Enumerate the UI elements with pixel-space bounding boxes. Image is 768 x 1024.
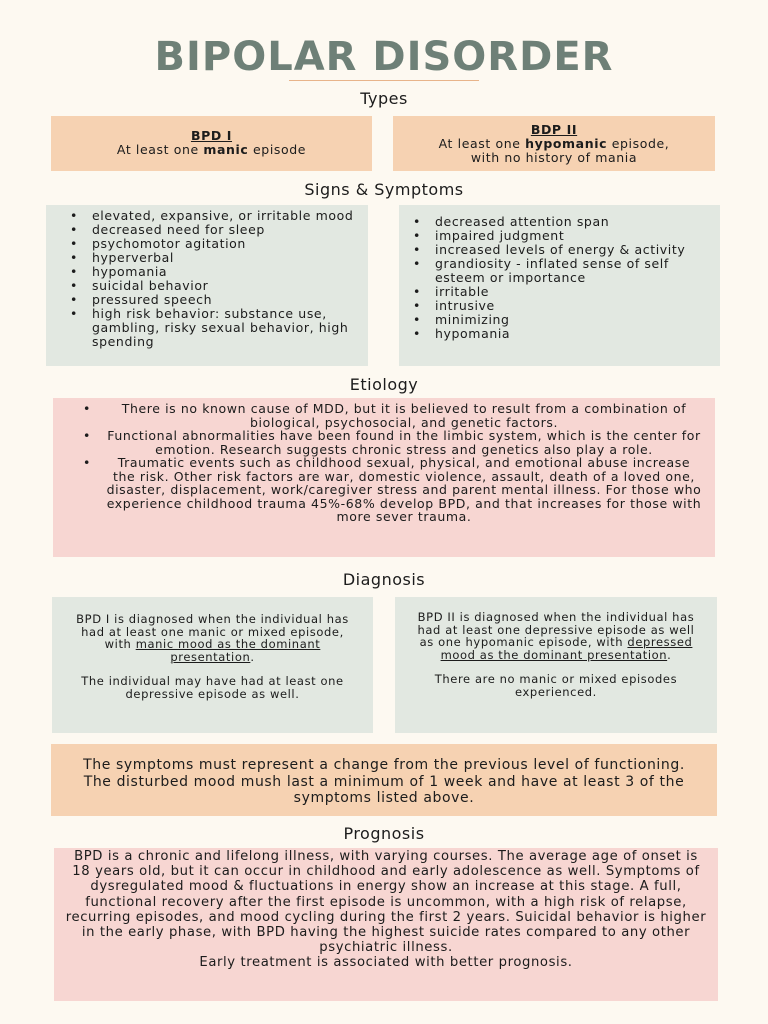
etiology-heading: Etiology: [349, 375, 419, 394]
symptoms-left-list: [56, 209, 362, 349]
bpd2-diagnosis-card: [395, 597, 717, 733]
bpd2-type-text-bold: hypomanic: [525, 136, 608, 151]
bpd1-diagnosis-p2: The individual may have had at least one depressive episode as well.: [81, 674, 344, 701]
list-item: • Traumatic events such as childhood sexual, physical, and emotional abuse increase the risk. Other risk factors are war, domestic violence, assault, death of a loved one, disaster, displacement, work/caregiver stress and parent mental illness. For those who experience childhood trauma 45%-68% develop BPD, and that increases for those with more sever trauma.: [105, 456, 703, 524]
list-item: • decreased need for sleep: [92, 223, 362, 237]
bpd1-diagnosis-emphasis: manic mood as the dominant presentation: [135, 637, 321, 664]
title-divider: [289, 80, 479, 81]
types-heading: Types: [360, 89, 408, 108]
bpd1-diagnosis-p1-end: .: [250, 649, 255, 664]
bpd1-diagnosis-p1-text: BPD I is diagnosed when the individual has had at least one manic or mixed episode, with: [76, 612, 349, 652]
list-item: • impaired judgment: [435, 229, 714, 243]
bpd2-diagnosis-p1-end: .: [667, 647, 672, 662]
bpd2-type-card: [393, 116, 715, 171]
list-item: • increased levels of energy & activity: [435, 243, 714, 257]
bpd2-diagnosis-p1: [411, 611, 701, 661]
bpd2-diagnosis-emphasis: depressed mood as the dominant presentation: [440, 635, 693, 662]
list-item: • high risk behavior: substance use, gambling, risky sexual behavior, high spending: [92, 307, 362, 349]
list-item: • irritable: [435, 285, 714, 299]
list-item: • pressured speech: [92, 293, 362, 307]
list-item: • hypomania: [435, 327, 714, 341]
bpd1-diagnosis-card: [52, 597, 373, 733]
bpd2-type-text-line2: with no history of mania: [470, 150, 638, 165]
list-item: • Functional abnormalities have been found in the limbic system, which is the center for emotion. Research suggests chronic stress and genetics also play a role.: [105, 429, 703, 456]
list-item: • grandiosity - inflated sense of self esteem or importance: [435, 257, 714, 285]
prognosis-body: BPD is a chronic and lifelong illness, with varying courses. The average age of onset is 18 years old, but it can occur in childhood and early adolescence as well. Symptoms of dysregulated mood & fluctuations in energy show an increase at this stage. A full, functional recovery after the first episode is uncommon, with a high risk of relapse, recurring episodes, and mood cycling during the first 2 years. Suicidal behavior is higher in the early phase, with BPD having the highest suicide rates compared to any other psychiatric illness.: [65, 849, 707, 956]
criteria-card: The symptoms must represent a change from the previous level of functioning. The disturbed mood mush last a minimum of 1 week and have at least 3 of the symptoms listed above.: [51, 744, 717, 816]
list-item: • There is no known cause of MDD, but it is believed to result from a combination of biological, psychosocial, and genetic factors.: [105, 402, 703, 429]
bpd1-type-name: BPD I: [190, 128, 233, 143]
page-title: BIPOLAR DISORDER: [154, 34, 614, 80]
bpd2-type-text-pre: At least one: [438, 136, 526, 151]
symptoms-right-card: [399, 205, 720, 366]
symptoms-right-list: [399, 215, 714, 341]
list-item: • decreased attention span: [435, 215, 714, 229]
list-item: • psychomotor agitation: [92, 237, 362, 251]
list-item: • minimizing: [435, 313, 714, 327]
prognosis-heading: Prognosis: [343, 824, 425, 843]
bpd2-type-text-post: episode,: [607, 136, 670, 151]
bpd1-diagnosis-p1: [74, 613, 351, 663]
bpd1-type-text-post: episode: [248, 142, 307, 157]
prognosis-last: Early treatment is associated with better prognosis.: [199, 955, 573, 971]
prognosis-card: [54, 848, 718, 1001]
bpd2-type-name: BDP II: [530, 122, 578, 137]
list-item: • intrusive: [435, 299, 714, 313]
etiology-list: [65, 402, 703, 524]
list-item: • elevated, expansive, or irritable mood: [92, 209, 362, 223]
list-item: • hypomania: [92, 265, 362, 279]
bpd1-type-text-bold: manic: [203, 142, 249, 157]
list-item: • suicidal behavior: [92, 279, 362, 293]
etiology-card: [53, 398, 715, 557]
diagnosis-heading: Diagnosis: [342, 570, 426, 589]
bpd2-diagnosis-p2: There are no manic or mixed episodes experienced.: [434, 672, 678, 699]
bpd2-diagnosis-p1-text: BPD II is diagnosed when the individual has had at least one depressive episode as well as one hypomanic episode, with: [417, 610, 695, 650]
symptoms-left-card: [46, 205, 368, 366]
list-item: • hyperverbal: [92, 251, 362, 265]
signs-heading: Signs & Symptoms: [304, 180, 464, 199]
bpd1-type-card: [51, 116, 372, 171]
bpd1-type-text-pre: At least one: [116, 142, 204, 157]
